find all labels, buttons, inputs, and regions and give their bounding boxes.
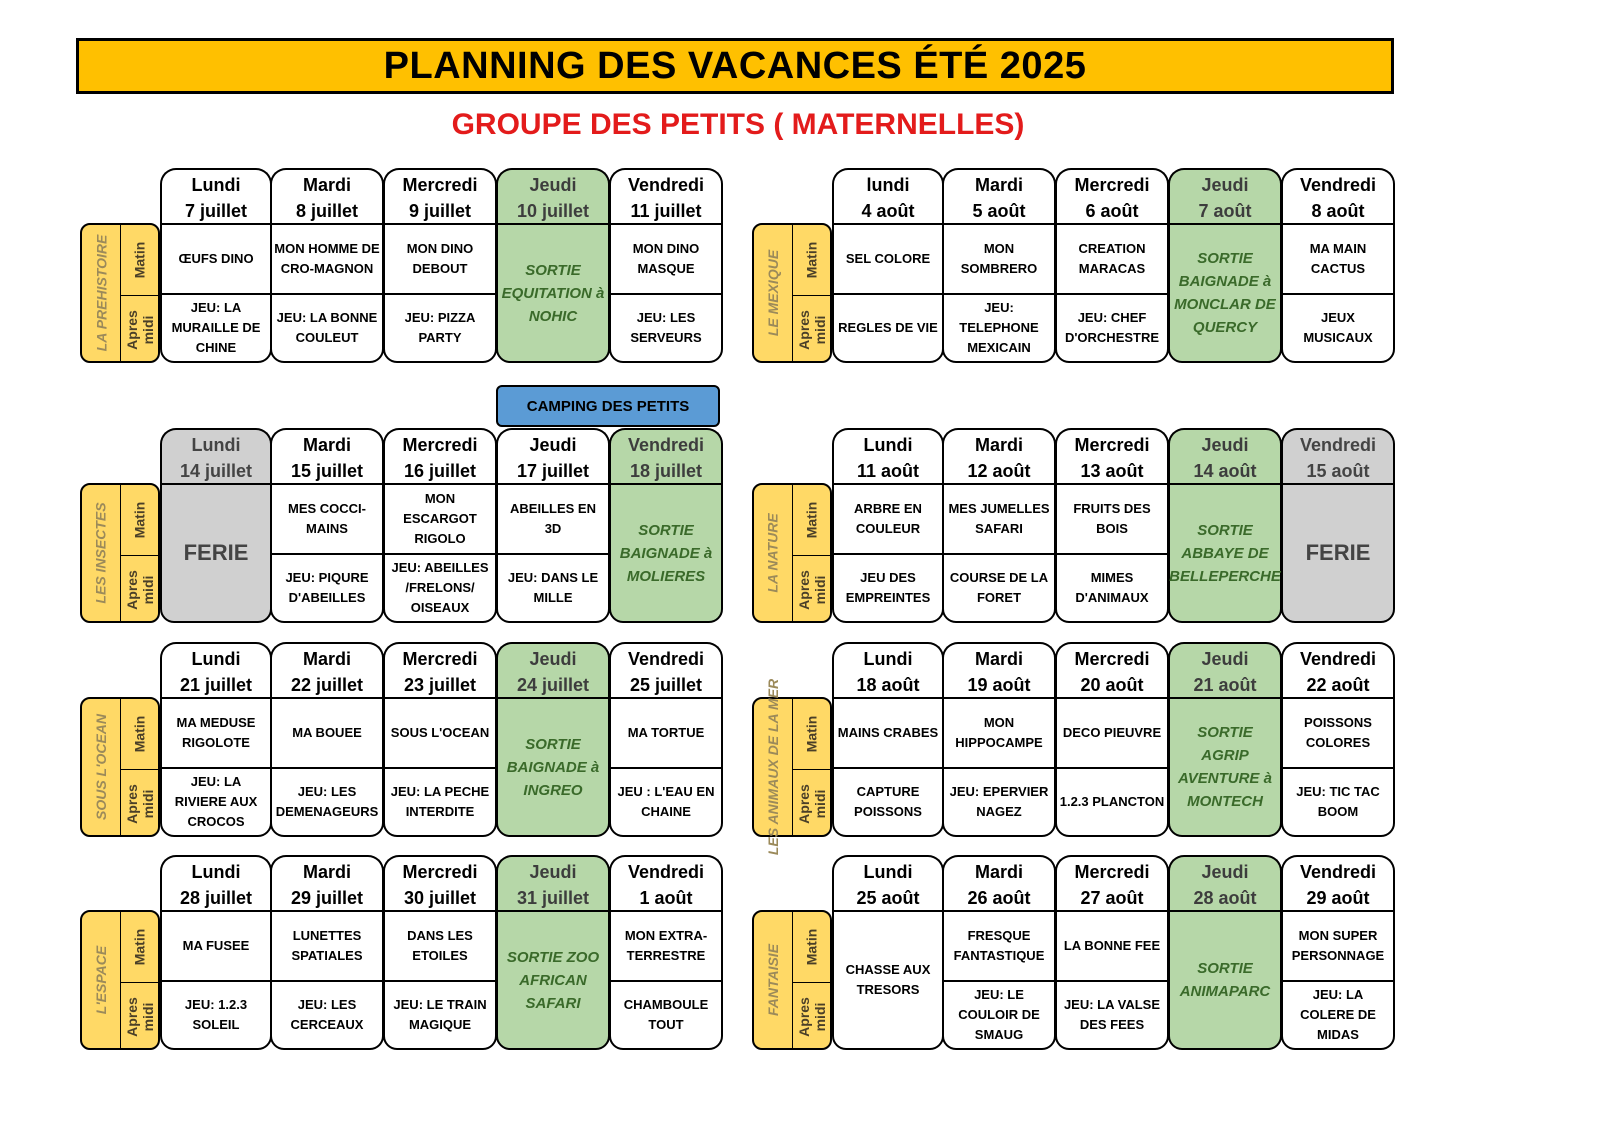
- afternoon-activity: JEU: LA PECHE INTERDITE: [383, 767, 497, 837]
- afternoon-activity: JEU: LA VALSE DES FEES: [1055, 980, 1169, 1050]
- day-header: [609, 168, 723, 223]
- day-header: [160, 168, 272, 223]
- outing-cell: SORTIE ABBAYE DE BELLEPERCHE: [1168, 483, 1282, 623]
- holiday-cell: FERIE: [1281, 483, 1395, 623]
- day-header: [383, 168, 497, 223]
- day-name: Lundi: [191, 435, 241, 455]
- holiday-cell: FERIE: [160, 483, 272, 623]
- day-date: 21 août: [1193, 675, 1257, 695]
- day-date: 17 juillet: [516, 461, 590, 481]
- slot-label-text: Matin: [131, 928, 148, 966]
- week-block: [752, 855, 1397, 1050]
- day-date: 6 août: [1085, 201, 1139, 221]
- morning-activity: CREATION MARACAS: [1055, 223, 1169, 293]
- day-date: 8 juillet: [295, 201, 358, 221]
- afternoon-activity: JEU: PIZZA PARTY: [383, 293, 497, 363]
- theme-label-box: [754, 225, 792, 361]
- week-theme: [80, 483, 160, 623]
- afternoon-activity: JEU: ABEILLES /FRELONS/ OISEAUX: [383, 553, 497, 623]
- day-name: Mardi: [302, 649, 351, 669]
- day-header: [1168, 855, 1282, 910]
- day-date: 9 juillet: [408, 201, 471, 221]
- page-title: PLANNING DES VACANCES ÉTÉ 2025: [76, 38, 1394, 94]
- day-name: Mercredi: [402, 435, 478, 455]
- afternoon-activity: REGLES DE VIE: [832, 293, 944, 363]
- day-date: 19 août: [967, 675, 1031, 695]
- morning-activity: ABEILLES EN 3D: [496, 483, 610, 553]
- day-header: [942, 168, 1056, 223]
- theme-name: LES INSECTES: [93, 502, 110, 604]
- slot-label-text: Apres midi: [123, 310, 156, 350]
- day-date: 30 juillet: [403, 888, 477, 908]
- slot-label-matin: [121, 485, 158, 555]
- slot-label-text: Matin: [803, 501, 820, 539]
- week-theme: [80, 910, 160, 1050]
- week-block: [80, 855, 725, 1050]
- week-block: [752, 428, 1397, 623]
- day-name: Jeudi: [1201, 175, 1249, 195]
- day-name: Mercredi: [402, 649, 478, 669]
- morning-activity: MON SOMBRERO: [942, 223, 1056, 293]
- slot-label-text: Apres midi: [123, 784, 156, 824]
- theme-label-box: [82, 699, 120, 835]
- outing-cell: SORTIE ANIMAPARC: [1168, 910, 1282, 1050]
- day-name: lundi: [866, 175, 910, 195]
- day-date: 7 juillet: [184, 201, 247, 221]
- afternoon-activity: 1.2.3 PLANCTON: [1055, 767, 1169, 837]
- day-date: 11 juillet: [630, 201, 702, 221]
- theme-label-box: [82, 912, 120, 1048]
- morning-activity: MA TORTUE: [609, 697, 723, 767]
- slot-label-apres-midi: [121, 555, 158, 625]
- slot-label-matin: [793, 225, 830, 295]
- day-header: [609, 428, 723, 483]
- slot-label-text: Matin: [131, 715, 148, 753]
- day-name: Lundi: [863, 649, 913, 669]
- afternoon-activity: JEU DES EMPREINTES: [832, 553, 944, 623]
- day-date: 24 juillet: [516, 675, 590, 695]
- day-name: Mardi: [974, 649, 1023, 669]
- outing-cell: SORTIE BAIGNADE à MOLIERES: [609, 483, 723, 623]
- theme-label-box: [754, 485, 792, 621]
- morning-activity: FRESQUE FANTASTIQUE: [942, 910, 1056, 980]
- afternoon-activity: JEU: CHEF D'ORCHESTRE: [1055, 293, 1169, 363]
- afternoon-activity: JEU : L'EAU EN CHAINE: [609, 767, 723, 837]
- morning-activity: MA MAIN CACTUS: [1281, 223, 1395, 293]
- day-header: [1281, 428, 1395, 483]
- day-name: Lundi: [863, 862, 913, 882]
- week-block: [752, 168, 1397, 363]
- afternoon-activity: JEU: PIQURE D'ABEILLES: [270, 553, 384, 623]
- theme-label-box: [82, 225, 120, 361]
- day-header: [1055, 428, 1169, 483]
- afternoon-activity: JEU: LES DEMENAGEURS: [270, 767, 384, 837]
- day-date: 18 juillet: [629, 461, 703, 481]
- afternoon-activity: JEUX MUSICAUX: [1281, 293, 1395, 363]
- morning-activity: ARBRE EN COULEUR: [832, 483, 944, 553]
- morning-activity: MON HIPPOCAMPE: [942, 697, 1056, 767]
- day-name: Jeudi: [1201, 649, 1249, 669]
- day-header: [942, 642, 1056, 697]
- day-date: 4 août: [861, 201, 915, 221]
- day-name: Vendredi: [627, 649, 705, 669]
- day-name: Jeudi: [529, 175, 577, 195]
- slot-label-apres-midi: [793, 982, 830, 1052]
- day-name: Lundi: [863, 435, 913, 455]
- day-date: 22 août: [1306, 675, 1370, 695]
- morning-activity: MON DINO DEBOUT: [383, 223, 497, 293]
- day-name: Mardi: [302, 435, 351, 455]
- day-date: 23 juillet: [403, 675, 477, 695]
- morning-activity: MA MEDUSE RIGOLOTE: [160, 697, 272, 767]
- theme-label-box: [754, 678, 792, 856]
- slot-label-text: Matin: [803, 715, 820, 753]
- day-date: 10 juillet: [516, 201, 590, 221]
- morning-activity: LA BONNE FEE: [1055, 910, 1169, 980]
- day-date: 1 août: [639, 888, 693, 908]
- morning-activity: MA BOUEE: [270, 697, 384, 767]
- day-date: 31 juillet: [516, 888, 590, 908]
- theme-label-box: [754, 912, 792, 1048]
- morning-activity: MA FUSEE: [160, 910, 272, 980]
- slot-label-text: Matin: [803, 928, 820, 966]
- day-header: [383, 855, 497, 910]
- day-name: Mercredi: [1074, 175, 1150, 195]
- day-date: 14 juillet: [179, 461, 253, 481]
- slot-label-matin: [793, 485, 830, 555]
- day-name: Vendredi: [1299, 649, 1377, 669]
- theme-label-box: [82, 485, 120, 621]
- slot-label-matin: [121, 225, 158, 295]
- outing-cell: SORTIE ZOO AFRICAN SAFARI: [496, 910, 610, 1050]
- day-date: 14 août: [1193, 461, 1257, 481]
- day-header: [609, 855, 723, 910]
- day-date: 27 août: [1080, 888, 1144, 908]
- day-name: Vendredi: [1299, 175, 1377, 195]
- afternoon-activity: JEU: LA MURAILLE DE CHINE: [160, 293, 272, 363]
- morning-activity: LUNETTES SPATIALES: [270, 910, 384, 980]
- day-date: 26 août: [967, 888, 1031, 908]
- week-theme: [752, 910, 832, 1050]
- day-header: [1055, 642, 1169, 697]
- day-name: Mercredi: [402, 862, 478, 882]
- slot-label-apres-midi: [121, 982, 158, 1052]
- day-name: Mardi: [302, 862, 351, 882]
- slot-label-text: Apres midi: [795, 784, 828, 824]
- day-header: [1281, 855, 1395, 910]
- day-header: [832, 428, 944, 483]
- day-date: 7 août: [1198, 201, 1252, 221]
- morning-activity: MON HOMME DE CRO-MAGNON: [270, 223, 384, 293]
- camping-banner: CAMPING DES PETITS: [496, 385, 720, 427]
- day-header: [496, 428, 610, 483]
- day-header: [832, 855, 944, 910]
- day-name: Jeudi: [529, 435, 577, 455]
- outing-cell: SORTIE BAIGNADE à MONCLAR DE QUERCY: [1168, 223, 1282, 363]
- afternoon-activity: JEU: LA RIVIERE AUX CROCOS: [160, 767, 272, 837]
- day-date: 25 août: [856, 888, 920, 908]
- slot-label-apres-midi: [793, 295, 830, 365]
- week-block: [752, 642, 1397, 856]
- afternoon-activity: JEU: LE TRAIN MAGIQUE: [383, 980, 497, 1050]
- morning-activity: ŒUFS DINO: [160, 223, 272, 293]
- day-header: [496, 642, 610, 697]
- day-header: [270, 855, 384, 910]
- week-theme: [752, 483, 832, 623]
- day-header: [270, 642, 384, 697]
- day-name: Jeudi: [1201, 435, 1249, 455]
- day-header: [270, 168, 384, 223]
- day-header: [1055, 855, 1169, 910]
- day-name: Jeudi: [529, 649, 577, 669]
- day-header: [1055, 168, 1169, 223]
- day-header: [832, 642, 944, 697]
- week-theme: [80, 223, 160, 363]
- day-name: Vendredi: [627, 862, 705, 882]
- day-header: [1168, 428, 1282, 483]
- outing-cell: SORTIE BAIGNADE à INGREO: [496, 697, 610, 837]
- day-header: [609, 642, 723, 697]
- day-name: Mardi: [974, 175, 1023, 195]
- slot-label-apres-midi: [793, 555, 830, 625]
- theme-name: LA NATURE: [765, 513, 782, 593]
- day-date: 29 juillet: [290, 888, 364, 908]
- day-date: 5 août: [972, 201, 1026, 221]
- day-header: [270, 428, 384, 483]
- day-name: Jeudi: [529, 862, 577, 882]
- slot-label-text: Matin: [131, 241, 148, 279]
- day-date: 28 juillet: [179, 888, 253, 908]
- slot-label-text: Apres midi: [123, 570, 156, 610]
- afternoon-activity: JEU: EPERVIER NAGEZ: [942, 767, 1056, 837]
- slot-label-text: Matin: [803, 241, 820, 279]
- afternoon-activity: CHAMBOULE TOUT: [609, 980, 723, 1050]
- slot-label-text: Apres midi: [123, 997, 156, 1037]
- afternoon-activity: MIMES D'ANIMAUX: [1055, 553, 1169, 623]
- day-name: Vendredi: [1299, 435, 1377, 455]
- day-date: 20 août: [1080, 675, 1144, 695]
- theme-name: LA PREHISTOIRE: [93, 234, 109, 352]
- day-date: 11 août: [856, 461, 920, 481]
- day-name: Vendredi: [1299, 862, 1377, 882]
- theme-name: LE MEXIQUE: [765, 249, 782, 337]
- day-header: [832, 168, 944, 223]
- afternoon-activity: JEU: 1.2.3 SOLEIL: [160, 980, 272, 1050]
- day-header: [383, 428, 497, 483]
- afternoon-activity: JEU: LA BONNE COULEUT: [270, 293, 384, 363]
- afternoon-activity: JEU: TELEPHONE MEXICAIN: [942, 293, 1056, 363]
- day-header: [1168, 168, 1282, 223]
- activity-cell: CHASSE AUX TRESORS: [832, 910, 944, 1050]
- day-header: [160, 855, 272, 910]
- afternoon-activity: CAPTURE POISSONS: [832, 767, 944, 837]
- day-header: [160, 642, 272, 697]
- morning-activity: FRUITS DES BOIS: [1055, 483, 1169, 553]
- morning-activity: MAINS CRABES: [832, 697, 944, 767]
- outing-cell: SORTIE EQUITATION à NOHIC: [496, 223, 610, 363]
- morning-activity: SOUS L'OCEAN: [383, 697, 497, 767]
- theme-name: SOUS L'OCEAN: [93, 713, 110, 821]
- afternoon-activity: JEU: LES SERVEURS: [609, 293, 723, 363]
- day-header: [496, 855, 610, 910]
- day-date: 16 juillet: [403, 461, 477, 481]
- day-date: 18 août: [856, 675, 920, 695]
- morning-activity: MON EXTRA-TERRESTRE: [609, 910, 723, 980]
- day-name: Mercredi: [402, 175, 478, 195]
- morning-activity: POISSONS COLORES: [1281, 697, 1395, 767]
- afternoon-activity: JEU: TIC TAC BOOM: [1281, 767, 1395, 837]
- day-header: [383, 642, 497, 697]
- morning-activity: MON DINO MASQUE: [609, 223, 723, 293]
- day-name: Vendredi: [627, 175, 705, 195]
- morning-activity: DECO PIEUVRE: [1055, 697, 1169, 767]
- slot-label-matin: [793, 912, 830, 982]
- morning-activity: DANS LES ETOILES: [383, 910, 497, 980]
- slot-label-text: Apres midi: [795, 997, 828, 1037]
- day-name: Jeudi: [1201, 862, 1249, 882]
- slot-label-apres-midi: [121, 295, 158, 365]
- slot-label-matin: [121, 912, 158, 982]
- day-date: 28 août: [1193, 888, 1257, 908]
- day-date: 15 août: [1306, 461, 1370, 481]
- day-date: 29 août: [1306, 888, 1370, 908]
- day-name: Lundi: [191, 175, 241, 195]
- day-date: 22 juillet: [290, 675, 364, 695]
- morning-activity: MES JUMELLES SAFARI: [942, 483, 1056, 553]
- week-block: [80, 428, 725, 623]
- theme-name: LES ANIMAUX DE LA MER: [765, 678, 781, 856]
- morning-activity: MON SUPER PERSONNAGE: [1281, 910, 1395, 980]
- afternoon-activity: COURSE DE LA FORET: [942, 553, 1056, 623]
- day-date: 15 juillet: [290, 461, 364, 481]
- day-header: [1281, 642, 1395, 697]
- week-theme: [752, 223, 832, 363]
- day-name: Lundi: [191, 862, 241, 882]
- day-name: Mardi: [974, 435, 1023, 455]
- slot-label-text: Apres midi: [795, 310, 828, 350]
- day-date: 8 août: [1311, 201, 1365, 221]
- day-date: 12 août: [967, 461, 1031, 481]
- theme-name: L'ESPACE: [93, 945, 110, 1015]
- week-block: [80, 168, 725, 363]
- week-theme: [80, 697, 160, 837]
- day-name: Mercredi: [1074, 862, 1150, 882]
- page-subtitle: GROUPE DES PETITS ( MATERNELLES): [451, 108, 1025, 141]
- slot-label-matin: [121, 699, 158, 769]
- day-name: Lundi: [191, 649, 241, 669]
- afternoon-activity: JEU: LES CERCEAUX: [270, 980, 384, 1050]
- slot-label-text: Matin: [131, 501, 148, 539]
- afternoon-activity: JEU: DANS LE MILLE: [496, 553, 610, 623]
- day-name: Mardi: [302, 175, 351, 195]
- afternoon-activity: JEU: LE COULOIR DE SMAUG: [942, 980, 1056, 1050]
- outing-cell: SORTIE AGRIP AVENTURE à MONTECH: [1168, 697, 1282, 837]
- day-name: Mercredi: [1074, 435, 1150, 455]
- afternoon-activity: JEU: LA COLERE DE MIDAS: [1281, 980, 1395, 1050]
- slot-label-text: Apres midi: [795, 570, 828, 610]
- day-name: Mardi: [974, 862, 1023, 882]
- day-header: [496, 168, 610, 223]
- morning-activity: MES COCCI-MAINS: [270, 483, 384, 553]
- day-header: [160, 428, 272, 483]
- day-name: Mercredi: [1074, 649, 1150, 669]
- week-theme: [752, 678, 832, 856]
- morning-activity: MON ESCARGOT RIGOLO: [383, 483, 497, 553]
- slot-label-matin: [793, 699, 830, 769]
- day-date: 13 août: [1080, 461, 1144, 481]
- day-date: 25 juillet: [629, 675, 703, 695]
- slot-label-apres-midi: [793, 769, 830, 839]
- day-header: [942, 428, 1056, 483]
- slot-label-apres-midi: [121, 769, 158, 839]
- morning-activity: SEL COLORE: [832, 223, 944, 293]
- theme-name: FANTAISIE: [765, 943, 782, 1017]
- day-header: [1281, 168, 1395, 223]
- day-header: [1168, 642, 1282, 697]
- week-block: [80, 642, 725, 837]
- day-date: 21 juillet: [179, 675, 253, 695]
- day-name: Vendredi: [627, 435, 705, 455]
- day-header: [942, 855, 1056, 910]
